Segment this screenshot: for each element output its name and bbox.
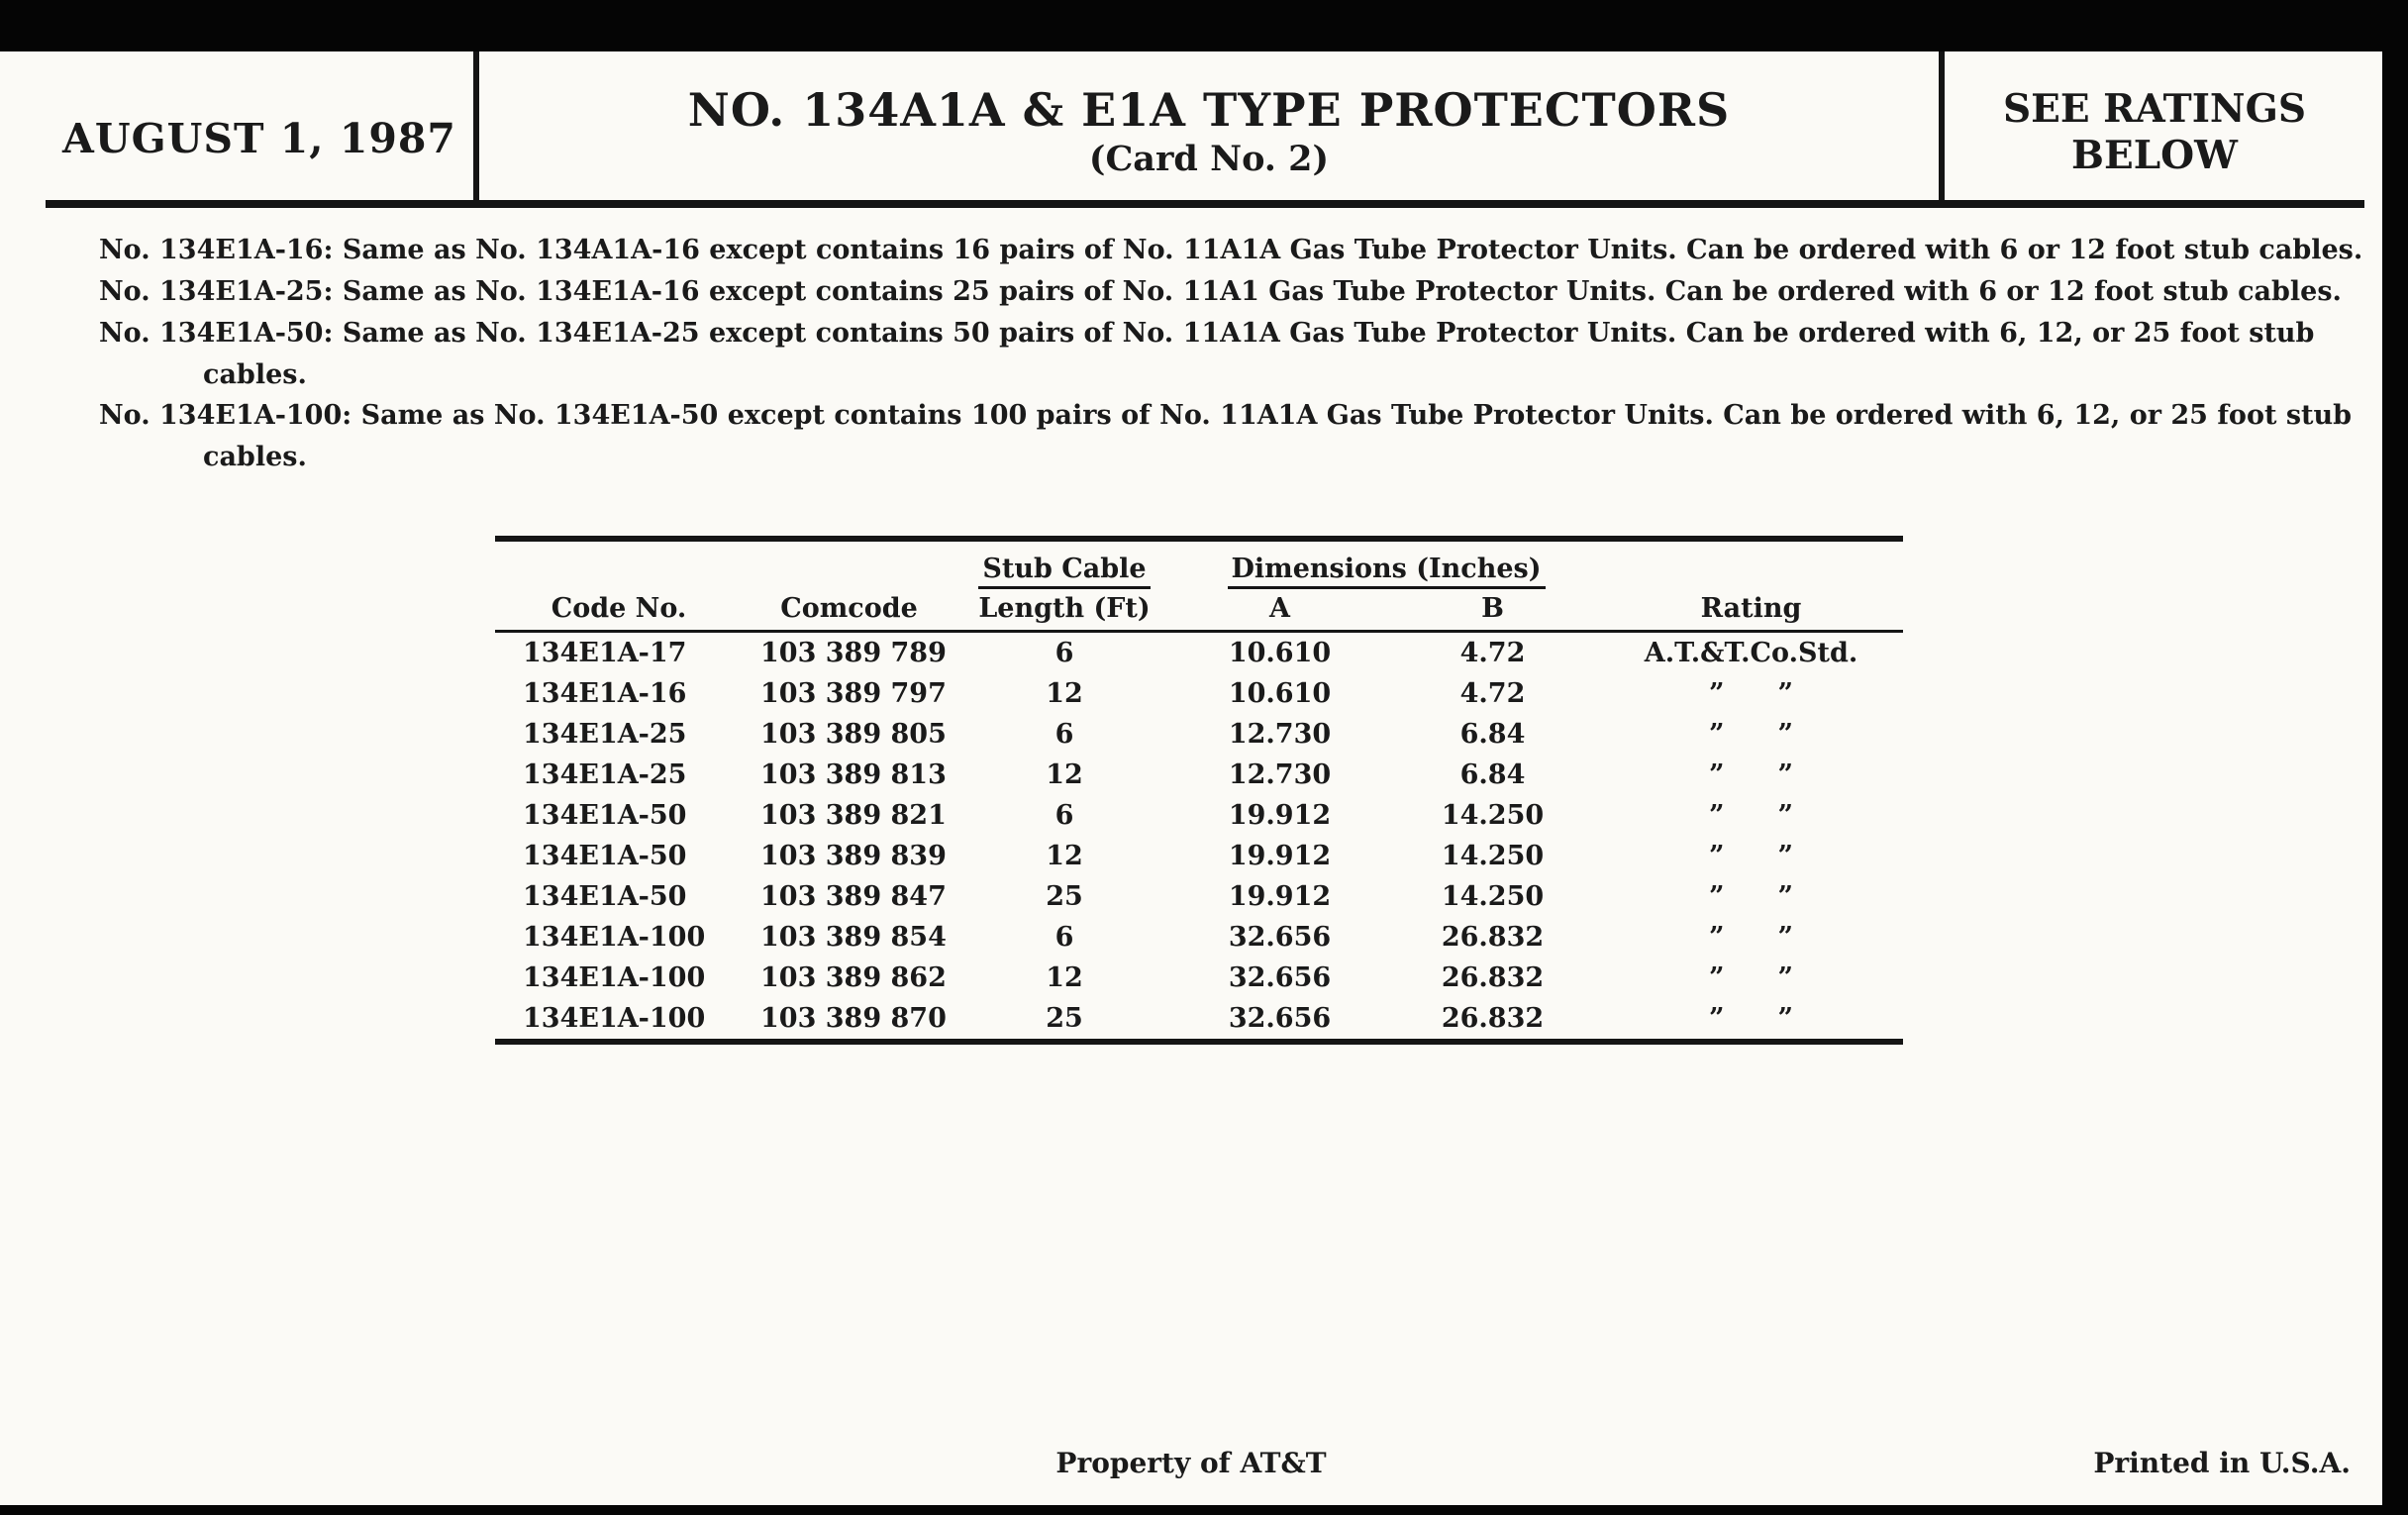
ratings-note xyxy=(1945,51,2364,200)
table-cell: 14.250 xyxy=(1441,841,1545,872)
table-cell: ” ” xyxy=(1708,759,1794,791)
table-header-row-1 xyxy=(495,539,1903,591)
table-cell: 12 xyxy=(1046,678,1083,710)
ratings-note-line2: BELOW xyxy=(2071,133,2238,178)
table-cell: 103 389 805 xyxy=(760,719,947,751)
table-cell: 12 xyxy=(1046,841,1083,872)
table-cell: 6 xyxy=(1054,922,1074,954)
table-cell: 6.84 xyxy=(1459,759,1526,791)
header-title-block xyxy=(473,51,1945,200)
table-row xyxy=(495,755,1903,795)
table-cell: 103 389 854 xyxy=(760,922,947,954)
table-cell: 134E1A-50 xyxy=(523,841,687,872)
table-cell: 103 389 821 xyxy=(760,800,947,832)
table-header-row-2 xyxy=(495,591,1903,632)
table-cell: 103 389 862 xyxy=(760,962,947,994)
note-line: No. 134E1A-16: Same as No. 134A1A-16 except contains 16 pairs of No. 11A1A Gas Tube Protector Units. Can be ordered with 6 or 12 foot stub cables. xyxy=(99,235,2363,265)
document-header xyxy=(46,51,2364,208)
table-cell: 19.912 xyxy=(1228,800,1332,832)
table-cell: 6 xyxy=(1054,800,1074,832)
table-cell: 103 389 847 xyxy=(760,881,947,913)
header-length-ft: Length (Ft) xyxy=(955,591,1173,632)
note-line: No. 134E1A-100: Same as No. 134E1A-50 except contains 100 pairs of No. 11A1A Gas Tube Protector Units. Can be ordered with 6, 12, or 25 foot stub xyxy=(99,400,2353,432)
table-cell: 134E1A-50 xyxy=(523,800,687,832)
notes-section xyxy=(99,230,2363,478)
table-cell: 26.832 xyxy=(1441,922,1545,954)
table-cell: 32.656 xyxy=(1228,922,1332,954)
table-row xyxy=(495,836,1903,876)
header-rating: Rating xyxy=(1599,591,1903,632)
table-cell: 26.832 xyxy=(1441,962,1545,994)
table-cell: ” ” xyxy=(1708,719,1794,751)
table-cell: 6 xyxy=(1054,719,1074,751)
table-row xyxy=(495,632,1903,674)
ratings-note-line1: SEE RATINGS xyxy=(2002,86,2307,133)
table-cell: 25 xyxy=(1046,881,1083,913)
table-cell: 32.656 xyxy=(1228,1003,1332,1035)
table-cell: 14.250 xyxy=(1441,800,1545,832)
note-line: No. 134E1A-25: Same as No. 134E1A-16 except contains 25 pairs of No. 11A1 Gas Tube Protector Units. Can be ordered with 6 or 12 foot stub cables. xyxy=(99,275,2342,307)
table-cell: 10.610 xyxy=(1228,638,1332,669)
note-line: cables. xyxy=(203,358,307,390)
document-page xyxy=(0,51,2382,1505)
table-cell: 10.610 xyxy=(1228,678,1332,710)
header-spacer xyxy=(1599,539,1903,591)
header-comcode: Comcode xyxy=(743,591,955,632)
table-wrapper xyxy=(495,536,2382,1045)
table-cell: ” ” xyxy=(1708,841,1794,872)
table-cell: 134E1A-17 xyxy=(523,638,687,669)
table-cell: 134E1A-100 xyxy=(523,922,706,954)
header-date: AUGUST 1, 1987 xyxy=(62,115,456,162)
header-dim-a: A xyxy=(1173,591,1386,632)
table-cell: 6 xyxy=(1054,638,1074,669)
table-cell: 134E1A-25 xyxy=(523,719,687,751)
table-cell: ” ” xyxy=(1708,922,1794,954)
table-cell: 12.730 xyxy=(1228,719,1332,751)
protector-table xyxy=(495,536,1903,1045)
table-row xyxy=(495,673,1903,714)
table-row xyxy=(495,917,1903,958)
table-row xyxy=(495,795,1903,836)
table-cell: 19.912 xyxy=(1228,881,1332,913)
table-cell: 12.730 xyxy=(1228,759,1332,791)
table-body xyxy=(495,632,1903,1043)
page-title: NO. 134A1A & E1A TYPE PROTECTORS xyxy=(687,82,1731,137)
table-cell: 103 389 789 xyxy=(760,638,947,669)
table-row xyxy=(495,998,1903,1042)
table-cell: 4.72 xyxy=(1459,678,1526,710)
table-cell: ” ” xyxy=(1708,881,1794,913)
table-row xyxy=(495,714,1903,755)
table-cell: 134E1A-50 xyxy=(523,881,687,913)
footer-printed-notice: Printed in U.S.A. xyxy=(2093,1447,2351,1479)
table-row xyxy=(495,876,1903,917)
table-row xyxy=(495,958,1903,998)
header-spacer xyxy=(495,539,743,591)
table-cell: ” ” xyxy=(1708,962,1794,994)
table-cell: 6.84 xyxy=(1459,719,1526,751)
table-cell: 103 389 797 xyxy=(760,678,947,710)
table-cell: 103 389 839 xyxy=(760,841,947,872)
header-dim-b: B xyxy=(1386,591,1599,632)
table-cell: 25 xyxy=(1046,1003,1083,1035)
table-cell: 134E1A-16 xyxy=(523,678,687,710)
note-line: No. 134E1A-50: Same as No. 134E1A-25 except contains 50 pairs of No. 11A1A Gas Tube Protector Units. Can be ordered with 6, 12, or 25 foot stub xyxy=(99,317,2315,349)
header-spacer xyxy=(743,539,955,591)
header-dimensions xyxy=(1173,539,1599,591)
header-code-no: Code No. xyxy=(495,591,743,632)
table-cell: ” ” xyxy=(1708,678,1794,710)
table-cell: 103 389 870 xyxy=(760,1003,947,1035)
table-cell: 4.72 xyxy=(1459,638,1526,669)
page-subtitle: (Card No. 2) xyxy=(1088,138,1330,179)
header-stub-cable-label: Stub Cable xyxy=(978,554,1150,589)
table-cell: ” ” xyxy=(1708,1003,1794,1035)
table-cell: ” ” xyxy=(1708,800,1794,832)
table-cell: 12 xyxy=(1046,759,1083,791)
table-cell: 14.250 xyxy=(1441,881,1545,913)
table-cell: 134E1A-100 xyxy=(523,1003,706,1035)
table-cell: 26.832 xyxy=(1441,1003,1545,1035)
header-dimensions-label: Dimensions (Inches) xyxy=(1228,554,1546,589)
footer-property-notice: Property of AT&T xyxy=(1055,1447,1327,1479)
header-stub-cable xyxy=(955,539,1173,591)
table-cell: 32.656 xyxy=(1228,962,1332,994)
table-cell: 19.912 xyxy=(1228,841,1332,872)
table-cell: 103 389 813 xyxy=(760,759,947,791)
table-cell: 134E1A-25 xyxy=(523,759,687,791)
table-cell: 134E1A-100 xyxy=(523,962,706,994)
table-cell: 12 xyxy=(1046,962,1083,994)
table-cell: A.T.&T.Co.Std. xyxy=(1644,638,1858,669)
note-line: cables. xyxy=(203,442,307,473)
